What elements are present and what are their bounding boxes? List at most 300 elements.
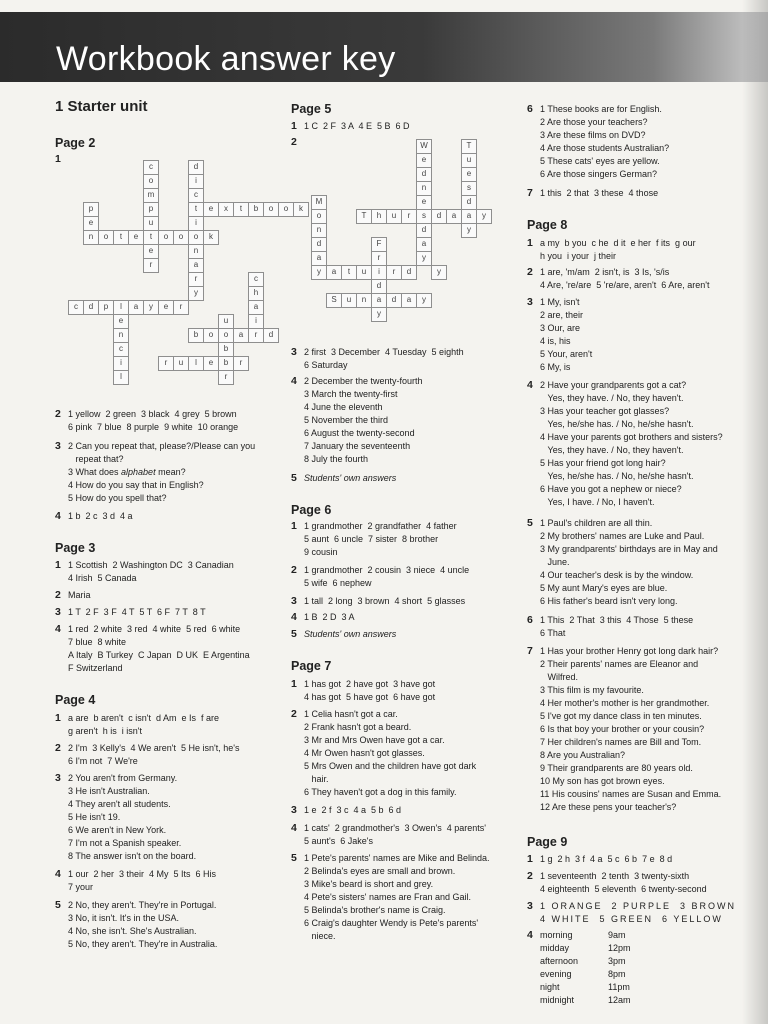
ex-num: 5 <box>291 472 297 484</box>
p8-ex5 <box>527 517 718 608</box>
ex-num: 4 <box>291 375 297 387</box>
ex-num: 1 <box>55 559 61 571</box>
p9-ex4 <box>527 929 641 1007</box>
crossword-cell: T <box>356 209 372 224</box>
crossword-cell: n <box>113 328 129 343</box>
answer-line: 5 Your, aren't <box>540 349 593 359</box>
crossword-cell: e <box>113 314 129 329</box>
crossword-cell: p <box>98 300 114 315</box>
crossword-cell: c <box>143 160 159 175</box>
ex-num: 3 <box>527 296 533 308</box>
crossword-cell: p <box>83 202 99 217</box>
answer-line: 4 Have your parents got brothers and sisters? <box>540 432 723 442</box>
ex-body <box>68 623 250 675</box>
ex-body <box>304 120 410 133</box>
crossword-cell: y <box>431 265 447 280</box>
ex-body <box>540 103 669 181</box>
answer-line: 9 cousin <box>304 547 338 557</box>
ex-num: 4 <box>291 611 297 623</box>
ex-body <box>540 645 721 814</box>
crossword-cell: e <box>203 356 219 371</box>
time-row <box>540 981 641 994</box>
p8-ex3 <box>527 296 592 374</box>
ex-num: 5 <box>527 517 533 529</box>
ex-num: 2 <box>55 408 61 420</box>
time-label: midday <box>540 943 570 953</box>
ex-body <box>68 559 234 585</box>
answer-line: hair. <box>304 774 329 784</box>
crossword-cell: k <box>203 230 219 245</box>
answer-line: 4 eighteenth 5 eleventh 6 twenty-second <box>540 884 707 894</box>
answer-line: 1 Celia hasn't got a car. <box>304 709 398 719</box>
answer-line: a my b you c he d it e her f its g our <box>540 238 696 248</box>
answer-line: 7 I'm not a Spanish speaker. <box>68 838 182 848</box>
answer-line: 1 are, 'm/am 2 isn't, is 3 Is, 's/is <box>540 267 670 277</box>
answer-line: Yes, I have. / No, I haven't. <box>540 497 655 507</box>
time-label: afternoon <box>540 956 579 966</box>
crossword-cell: d <box>416 167 432 182</box>
answer-line: 6 We aren't in New York. <box>68 825 167 835</box>
time-row <box>540 994 641 1007</box>
ex-num: 1 <box>55 712 61 724</box>
crossword-cell: t <box>233 202 249 217</box>
p9-ex1 <box>527 853 672 866</box>
crossword-cell: t <box>188 202 204 217</box>
page-8-heading: Page 8 <box>527 218 568 232</box>
crossword-cell: r <box>401 209 417 224</box>
crossword-cell: d <box>371 279 387 294</box>
p4-ex4 <box>55 868 216 894</box>
answer-line: 1 Paul's children are all thin. <box>540 518 653 528</box>
time-label: midnight <box>540 995 575 1005</box>
ex-body <box>540 853 672 866</box>
crossword-cell: d <box>401 265 417 280</box>
unit-heading: 1 Starter unit <box>55 98 148 115</box>
ex-body <box>304 628 396 641</box>
answer-line: 3 No, it isn't. It's in the USA. <box>68 913 179 923</box>
crossword-cell: n <box>188 244 204 259</box>
ex-num: 1 <box>291 120 297 132</box>
p6-ex4 <box>291 611 355 624</box>
p2-ex4 <box>55 510 133 523</box>
answer-line: 1 has got 2 have got 3 have got <box>304 679 436 689</box>
answer-line: 1 This 2 That 3 this 4 Those 5 these <box>540 615 694 625</box>
answer-line: 4 has got 5 have got 6 have got <box>304 692 436 702</box>
crossword-cell: s <box>416 209 432 224</box>
crossword-cell: W <box>416 139 432 154</box>
crossword-cell: o <box>173 230 189 245</box>
crossword-cell: m <box>143 188 159 203</box>
ex-body <box>68 742 240 768</box>
ex-body <box>304 375 423 466</box>
ex-body <box>540 266 709 292</box>
time-row <box>540 942 641 955</box>
crossword-cell: r <box>248 328 264 343</box>
answer-line: 8 July the fourth <box>304 454 369 464</box>
p6-ex2 <box>291 564 469 590</box>
crossword-cell: M <box>311 195 327 210</box>
answer-line: 12 Are these pens your teacher's? <box>540 802 677 812</box>
crossword-cell: a <box>401 293 417 308</box>
answer-line: niece. <box>304 931 336 941</box>
ex-body <box>68 772 196 863</box>
answer-line: 7 January the seventeenth <box>304 441 411 451</box>
ex-body <box>68 510 133 523</box>
time-value: 12pm <box>608 943 631 953</box>
crossword-cell: u <box>218 314 234 329</box>
answer-line: 6 Saturday <box>304 360 348 370</box>
crossword-cell: e <box>158 300 174 315</box>
ex-num: 2 <box>291 564 297 576</box>
crossword-cell: o <box>311 209 327 224</box>
answer-line: 8 Are you Australian? <box>540 750 626 760</box>
ex-num: 2 <box>55 589 61 601</box>
crossword-cell: n <box>83 230 99 245</box>
ex-num: 1 <box>291 678 297 690</box>
answer-line: 1 our 2 her 3 their 4 My 5 Its 6 His <box>68 869 217 879</box>
p8-ex7 <box>527 645 721 814</box>
crossword-cell: t <box>113 230 129 245</box>
answer-line: 7 Her children's names are Bill and Tom. <box>540 737 702 747</box>
crossword-cell: d <box>311 237 327 252</box>
ex-body <box>540 379 723 509</box>
crossword-cell: r <box>386 265 402 280</box>
answer-line: 2 December the twenty-fourth <box>304 376 423 386</box>
ex-num: 6 <box>527 103 533 115</box>
crossword-cell: i <box>188 174 204 189</box>
answer-line: Maria <box>68 590 91 600</box>
crossword-cell: l <box>113 300 129 315</box>
crossword-cell: b <box>248 202 264 217</box>
crossword-cell: b <box>188 328 204 343</box>
page-6-heading: Page 6 <box>291 503 332 517</box>
answer-line: June. <box>540 557 570 567</box>
answer-line: 6 They haven't got a dog in this family. <box>304 787 457 797</box>
crossword-cell: e <box>416 153 432 168</box>
crossword-cell: o <box>143 174 159 189</box>
answer-line: 2 first 3 December 4 Tuesday 5 eighth <box>304 347 464 357</box>
crossword-cell: y <box>143 300 159 315</box>
crossword-cell: a <box>326 265 342 280</box>
answer-line: 4 Her mother's mother is her grandmother. <box>540 698 710 708</box>
ex-body <box>540 237 696 263</box>
answer-line: 2 Have your grandparents got a cat? <box>540 380 687 390</box>
answer-line: 3 Are these films on DVD? <box>540 130 646 140</box>
p4-ex2 <box>55 742 240 768</box>
answer-line: 3 What does alphabet mean? <box>68 467 186 477</box>
ex-body <box>540 187 658 200</box>
crossword-cell: a <box>128 300 144 315</box>
crossword-cell: a <box>416 237 432 252</box>
crossword-cell: p <box>143 202 159 217</box>
p3-ex4 <box>55 623 250 675</box>
answer-line: Yes, he/she has. / No, he/she hasn't. <box>540 471 694 481</box>
ex-body <box>68 408 238 434</box>
page-edge-shadow <box>742 0 768 1024</box>
p2-ex2 <box>55 408 238 434</box>
answer-line: 4 Mr Owen hasn't got glasses. <box>304 748 425 758</box>
answer-line: 6 His father's beard isn't very long. <box>540 596 678 606</box>
answer-line: 6 My, is <box>540 362 571 372</box>
ex-num: 4 <box>527 379 533 391</box>
ex-num: 3 <box>55 606 61 618</box>
p3-ex1 <box>55 559 234 585</box>
answer-line: 6 Have you got a nephew or niece? <box>540 484 682 494</box>
ex-num: 3 <box>527 900 533 912</box>
answer-line: 6 August the twenty-second <box>304 428 415 438</box>
answer-line: 1 grandmother 2 cousin 3 niece 4 uncle <box>304 565 470 575</box>
page-5-heading: Page 5 <box>291 102 332 116</box>
answer-line: 3 This film is my favourite. <box>540 685 644 695</box>
answer-line: Wilfred. <box>540 672 579 682</box>
crossword-cell: o <box>188 230 204 245</box>
ex-body <box>304 520 457 559</box>
answer-line: 1 Has your brother Henry got long dark hair? <box>540 646 719 656</box>
page-9-heading: Page 9 <box>527 835 568 849</box>
p5-ex2 <box>291 136 304 148</box>
answer-line: 5 My aunt Mary's eyes are blue. <box>540 583 668 593</box>
crossword-cell: d <box>263 328 279 343</box>
p5-ex1 <box>291 120 410 133</box>
crossword-cell: d <box>83 300 99 315</box>
crossword-cell: n <box>356 293 372 308</box>
crossword-cell: r <box>188 272 204 287</box>
answer-line: 1 b 2 c 3 d 4 a <box>68 511 133 521</box>
page-2-heading: Page 2 <box>55 136 96 150</box>
time-value: 9am <box>608 930 626 940</box>
answer-line: 3 Mike's beard is short and grey. <box>304 879 434 889</box>
answer-line: 5 wife 6 nephew <box>304 578 372 588</box>
crossword-cell: o <box>263 202 279 217</box>
answer-line: 6 Are those singers German? <box>540 169 658 179</box>
ex-num: 4 <box>55 623 61 635</box>
answer-line: 4 WHITE 5 GREEN 6 YELLOW <box>540 914 723 924</box>
time-value: 8pm <box>608 969 626 979</box>
answer-line: 2 Belinda's eyes are small and brown. <box>304 866 456 876</box>
crossword-cell: r <box>173 300 189 315</box>
ex-num: 6 <box>527 614 533 626</box>
answer-line: 2 Their parents' names are Eleanor and <box>540 659 699 669</box>
ex-num: 3 <box>55 440 61 452</box>
crossword-cell: y <box>476 209 492 224</box>
crossword-cell: t <box>341 265 357 280</box>
p7-ex5 <box>291 852 490 943</box>
ex-body <box>540 870 707 896</box>
crossword-cell: c <box>113 342 129 357</box>
ex-num: 2 <box>291 136 297 148</box>
crossword-cell: h <box>248 286 264 301</box>
answer-line: 1 ORANGE 2 PURPLE 3 BROWN <box>540 901 737 911</box>
ex-body <box>304 678 435 704</box>
crossword-cell: i <box>113 356 129 371</box>
crossword-cell: r <box>233 356 249 371</box>
answer-line: 3 Has your teacher got glasses? <box>540 406 670 416</box>
answer-line: 5 Belinda's brother's name is Craig. <box>304 905 446 915</box>
p8-ex4 <box>527 379 723 509</box>
answer-line: Students' own answers <box>304 473 397 483</box>
answer-line: a are b aren't c isn't d Am e Is f are <box>68 713 220 723</box>
crossword-cell: i <box>188 216 204 231</box>
answer-line: 7 your <box>68 882 94 892</box>
crossword-cell: d <box>431 209 447 224</box>
ex-num: 1 <box>291 520 297 532</box>
answer-line: 7 blue 8 white <box>68 637 127 647</box>
crossword-cell: o <box>98 230 114 245</box>
ex-num: 4 <box>527 929 533 941</box>
p4-ex1 <box>55 712 219 738</box>
crossword-cell: u <box>461 153 477 168</box>
crossword-cell: y <box>188 286 204 301</box>
answer-line: Students' own answers <box>304 629 397 639</box>
answer-line: Yes, he/she has. / No, he/she hasn't. <box>540 419 694 429</box>
crossword-cell: u <box>356 265 372 280</box>
crossword-cell: d <box>386 293 402 308</box>
crossword-cell: o <box>218 328 234 343</box>
crossword-cell: y <box>311 265 327 280</box>
crossword-cell: e <box>128 230 144 245</box>
answer-line: 1 These books are for English. <box>540 104 662 114</box>
page-3-heading: Page 3 <box>55 541 96 555</box>
answer-line: 4 They aren't all students. <box>68 799 171 809</box>
ex-num: 1 <box>527 237 533 249</box>
crossword-cell: h <box>371 209 387 224</box>
crossword-cell: e <box>143 244 159 259</box>
ex-num: 2 <box>291 708 297 720</box>
p6-ex1 <box>291 520 457 559</box>
p6-ex3 <box>291 595 465 608</box>
crossword-cell: i <box>248 314 264 329</box>
answer-line: 2 No, they aren't. They're in Portugal. <box>68 900 217 910</box>
p5-ex5 <box>291 472 396 485</box>
crossword-cell: T <box>461 139 477 154</box>
answer-line: 1 seventeenth 2 tenth 3 twenty-sixth <box>540 871 690 881</box>
crossword-cell: c <box>68 300 84 315</box>
crossword-cell: r <box>371 251 387 266</box>
crossword-cell: i <box>371 265 387 280</box>
p5-ex4 <box>291 375 423 466</box>
crossword-cell: e <box>203 202 219 217</box>
answer-line: 1 grandmother 2 grandfather 4 father <box>304 521 457 531</box>
crossword-cell: l <box>113 370 129 385</box>
time-row <box>540 929 641 942</box>
times-of-day-table <box>540 929 641 1007</box>
crossword-cell: y <box>461 223 477 238</box>
answer-line: 1 C 2 F 3 A 4 E 5 B 6 D <box>304 121 410 131</box>
time-label: evening <box>540 969 572 979</box>
ex-num: 2 <box>527 870 533 882</box>
page-7-heading: Page 7 <box>291 659 332 673</box>
ex-num: 2 <box>55 742 61 754</box>
ex-body <box>304 708 476 799</box>
answer-line: 4 No, she isn't. She's Australian. <box>68 926 197 936</box>
answer-line: 3 Mr and Mrs Owen have got a car. <box>304 735 445 745</box>
page-header <box>0 12 768 82</box>
crossword-cell: a <box>371 293 387 308</box>
p4-ex5 <box>55 899 217 951</box>
crossword-cell: n <box>416 181 432 196</box>
answer-line: 3 Our, are <box>540 323 581 333</box>
answer-line: 1 Pete's parents' names are Mike and Belinda. <box>304 853 490 863</box>
ex-body <box>304 852 490 943</box>
crossword-cell: a <box>311 251 327 266</box>
answer-line: 5 How do you spell that? <box>68 493 167 503</box>
answer-line: 8 The answer isn't on the board. <box>68 851 197 861</box>
time-label: night <box>540 982 560 992</box>
crossword-cell: y <box>371 307 387 322</box>
crossword-cell: d <box>461 195 477 210</box>
ex-body <box>68 899 217 951</box>
crossword-cell: a <box>461 209 477 224</box>
answer-line: 6 I'm not 7 We're <box>68 756 138 766</box>
answer-line: 5 I've got my dance class in ten minutes. <box>540 711 702 721</box>
crossword-cell: c <box>188 188 204 203</box>
answer-line: 1 g 2 h 3 f 4 a 5 c 6 b 7 e 8 d <box>540 854 673 864</box>
crossword-cell: o <box>158 230 174 245</box>
answer-line: 1 this 2 that 3 these 4 those <box>540 188 659 198</box>
answer-line: h you i your j their <box>540 251 617 261</box>
answer-line: 5 November the third <box>304 415 389 425</box>
answer-line: 4 Irish 5 Canada <box>68 573 137 583</box>
ex-num: 1 <box>527 853 533 865</box>
time-value: 11pm <box>608 982 630 992</box>
answer-line: 2 Frank hasn't got a beard. <box>304 722 412 732</box>
answer-line: 1 Scottish 2 Washington DC 3 Canadian <box>68 560 234 570</box>
answer-line: 6 pink 7 blue 8 purple 9 white 10 orange <box>68 422 239 432</box>
answer-line: 4 Pete's sisters' names are Fran and Gail. <box>304 892 472 902</box>
crossword-cell: k <box>293 202 309 217</box>
p2-ex1 <box>55 153 68 165</box>
time-value: 12am <box>608 995 631 1005</box>
p8-ex6 <box>527 614 693 640</box>
ex-body <box>540 296 592 374</box>
answer-line: 2 My brothers' names are Luke and Paul. <box>540 531 705 541</box>
crossword-cell: a <box>248 300 264 315</box>
answer-line: 2 are, their <box>540 310 584 320</box>
answer-line: 5 These cats' eyes are yellow. <box>540 156 660 166</box>
crossword-cell: r <box>143 258 159 273</box>
answer-line: 4 Are those students Australian? <box>540 143 670 153</box>
crossword-cell: r <box>218 370 234 385</box>
answer-line: 4 Our teacher's desk is by the window. <box>540 570 694 580</box>
answer-line: 1 tall 2 long 3 brown 4 short 5 glasses <box>304 596 466 606</box>
answer-line: 5 aunt 6 uncle 7 sister 8 brother <box>304 534 439 544</box>
answer-line: 1 My, isn't <box>540 297 580 307</box>
ex-body <box>304 346 464 372</box>
ex-body <box>304 564 469 590</box>
p8-ex1 <box>527 237 696 263</box>
ex-body <box>540 900 736 926</box>
p2-ex3 <box>55 440 255 505</box>
p3-ex2 <box>55 589 91 602</box>
crossword-cell: e <box>416 195 432 210</box>
ex-body <box>304 611 355 624</box>
answer-line: 5 He isn't 19. <box>68 812 121 822</box>
ex-body <box>68 712 219 738</box>
ex-body <box>68 868 216 894</box>
answer-line: 1 cats' 2 grandmother's 3 Owen's 4 parents' <box>304 823 486 833</box>
time-row <box>540 955 641 968</box>
answer-line: Yes, they have. / No, they haven't. <box>540 445 684 455</box>
answer-line: 1 yellow 2 green 3 black 4 grey 5 brown <box>68 409 237 419</box>
answer-line: Yes, they have. / No, they haven't. <box>540 393 684 403</box>
crossword-cell: a <box>446 209 462 224</box>
ex-body <box>68 606 206 619</box>
answer-line: 6 Craig's daughter Wendy is Pete's parents' <box>304 918 479 928</box>
ex-num: 4 <box>55 510 61 522</box>
answer-line: 2 Can you repeat that, please?/Please can you <box>68 441 256 451</box>
crossword-cell: u <box>386 209 402 224</box>
ex-body <box>304 472 396 485</box>
